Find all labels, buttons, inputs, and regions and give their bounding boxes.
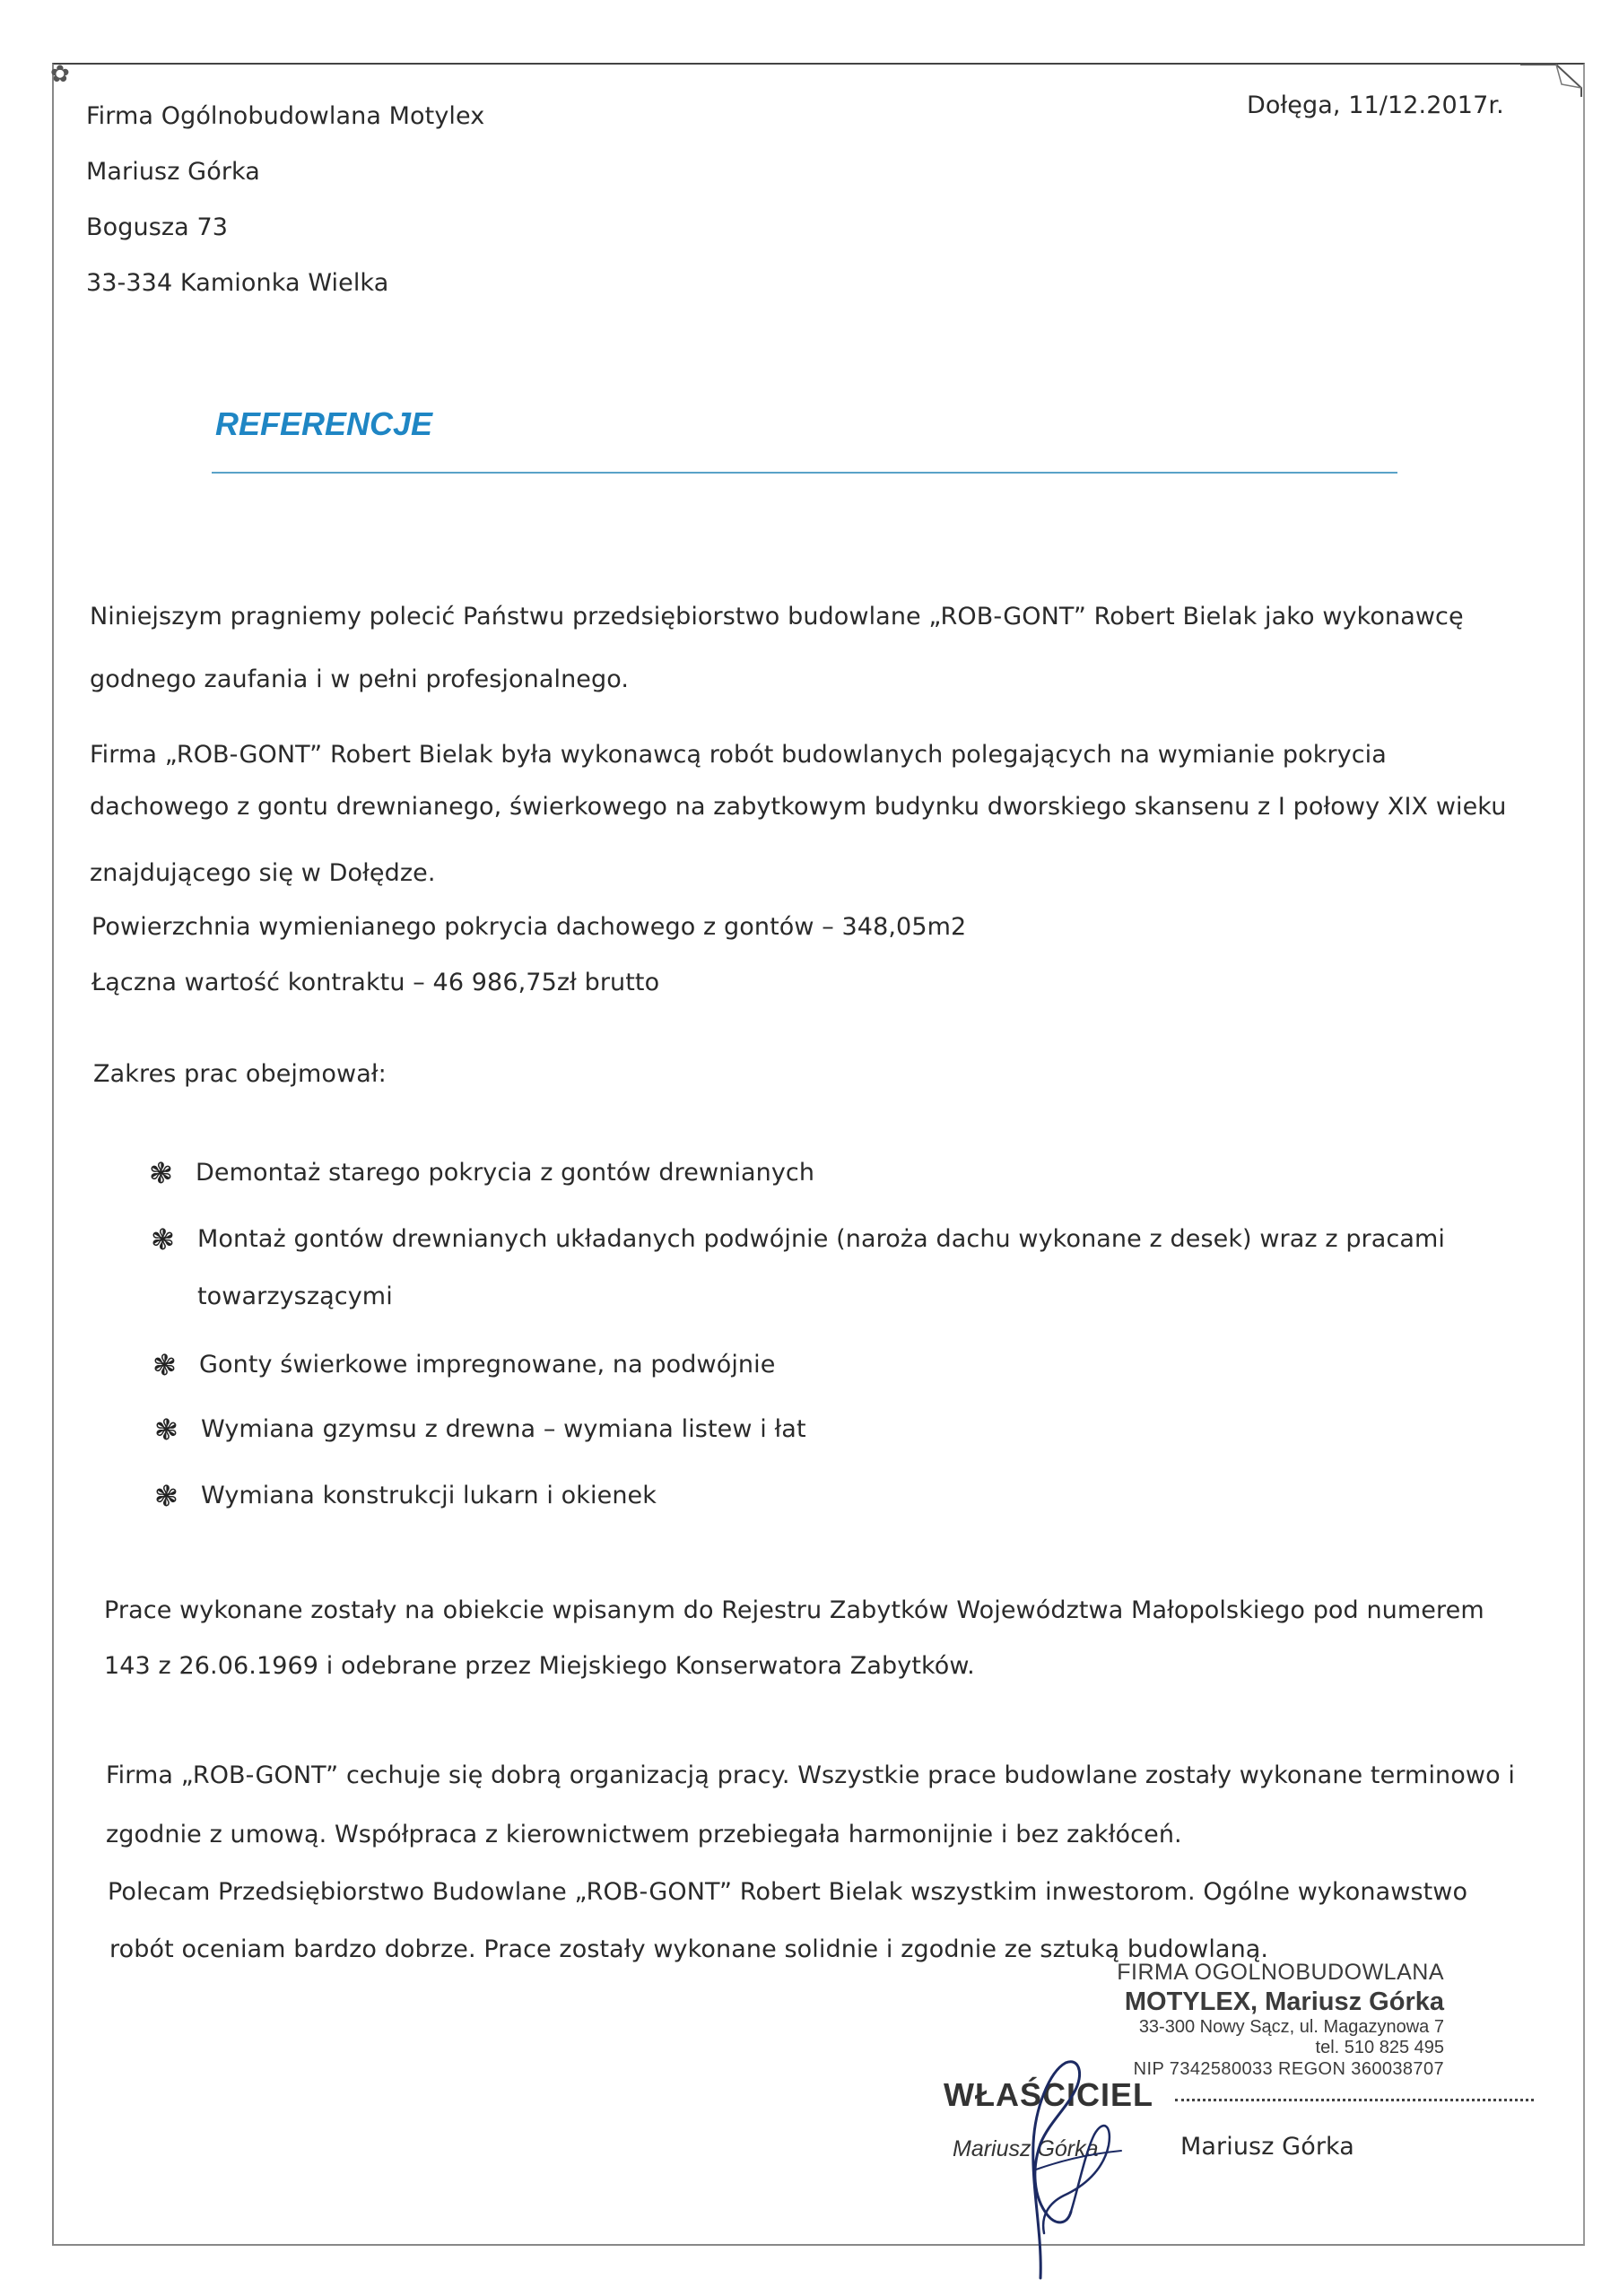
intro-line-2: godnego zaufania i w pełni profesjonalnego. xyxy=(90,665,630,693)
handwritten-signature xyxy=(978,2036,1157,2296)
scope-item-2: Montaż gontów drewnianych układanych podwójnie (naroża dachu wykonane z desek) wraz z pracami xyxy=(197,1225,1445,1253)
project-value: Łączna wartość kontraktu – 46 986,75zł brutto xyxy=(91,969,660,996)
closing-line-3: Polecam Przedsiębiorstwo Budowlane „ROB-GONT” Robert Bielak wszystkim inwestorom. Ogólne wykonawstwo xyxy=(108,1878,1468,1906)
scope-item-4: Wymiana gzymsu z drewna – wymiana listew i łat xyxy=(201,1415,806,1443)
intro-line-1: Niniejszym pragniemy polecić Państwu przedsiębiorstwo budowlane „ROB-GONT” Robert Bielak jako wykonawcę xyxy=(90,603,1464,631)
bullet-icon: ❃ xyxy=(154,1479,178,1513)
bullet-icon: ❃ xyxy=(151,1222,175,1257)
project-line-2: dachowego z gontu drewnianego, świerkowego na zabytkowym budynku dworskiego skansenu z I połowy XIX wieku xyxy=(90,793,1507,821)
signature-dotted-line xyxy=(1175,2099,1534,2101)
sender-city: 33-334 Kamionka Wielka xyxy=(86,269,389,297)
staple-icon: ✿ xyxy=(50,61,70,88)
stamp-line-2: MOTYLEX, Mariusz Górka xyxy=(1124,1987,1444,2016)
project-line-1: Firma „ROB-GONT” Robert Bielak była wykonawcą robót budowlanych polegających na wymianie pokrycia xyxy=(90,741,1387,769)
scope-item-1: Demontaż starego pokrycia z gontów drewnianych xyxy=(196,1159,815,1187)
scope-label: Zakres prac obejmował: xyxy=(93,1060,387,1088)
scope-item-2-continued: towarzyszącymi xyxy=(197,1283,393,1310)
bullet-icon: ❃ xyxy=(154,1413,178,1447)
sender-name: Mariusz Górka xyxy=(86,158,260,186)
closing-line-1: Firma „ROB-GONT” cechuje się dobrą organizacją pracy. Wszystkie prace budowlane zostały wykonane terminowo i xyxy=(106,1761,1515,1789)
stamp-line-5: NIP 7342580033 REGON 360038707 xyxy=(1133,2058,1444,2079)
bullet-icon: ❃ xyxy=(149,1156,173,1190)
owner-role-stamp: WŁAŚCICIEL xyxy=(944,2076,1153,2113)
folded-corner-mark xyxy=(1520,61,1583,97)
place-date: Dołęga, 11/12.2017r. xyxy=(1247,91,1504,119)
stamp-line-1: FIRMA OGOLNOBUDOWLANA xyxy=(1117,1960,1444,1985)
signature-printed-name: Mariusz Górka xyxy=(1180,2133,1354,2161)
title-divider xyxy=(212,472,1397,474)
register-line-2: 143 z 26.06.1969 i odebrane przez Miejskiego Konserwatora Zabytków. xyxy=(104,1652,975,1680)
scope-item-3: Gonty świerkowe impregnowane, na podwójnie xyxy=(199,1351,776,1378)
stamp-line-3: 33-300 Nowy Sącz, ul. Magazynowa 7 xyxy=(1138,2016,1444,2037)
closing-line-4: robót oceniam bardzo dobrze. Prace zostały wykonane solidnie i zgodnie ze sztuką budowlaną. xyxy=(109,1935,1269,1963)
bullet-icon: ❃ xyxy=(152,1348,177,1382)
register-line-1: Prace wykonane zostały na obiekcie wpisanym do Rejestru Zabytków Województwa Małopolskiego pod numerem xyxy=(104,1596,1484,1624)
stamp-line-4: tel. 510 825 495 xyxy=(1315,2038,1444,2058)
sender-company: Firma Ogólnobudowlana Motylex xyxy=(86,102,485,130)
project-line-3: znajdującego się w Dołędze. xyxy=(90,859,436,887)
project-area: Powierzchnia wymienianego pokrycia dachowego z gontów – 348,05m2 xyxy=(91,913,967,941)
document-title: REFERENCJE xyxy=(215,405,433,442)
scope-item-5: Wymiana konstrukcji lukarn i okienek xyxy=(201,1482,657,1509)
closing-line-2: zgodnie z umową. Współpraca z kierownictwem przebiegała harmonijnie i bez zakłóceń. xyxy=(106,1821,1182,1848)
sender-street: Bogusza 73 xyxy=(86,213,229,241)
owner-name-stamp: Mariusz Górka xyxy=(953,2136,1099,2161)
page-border xyxy=(52,63,1585,2246)
